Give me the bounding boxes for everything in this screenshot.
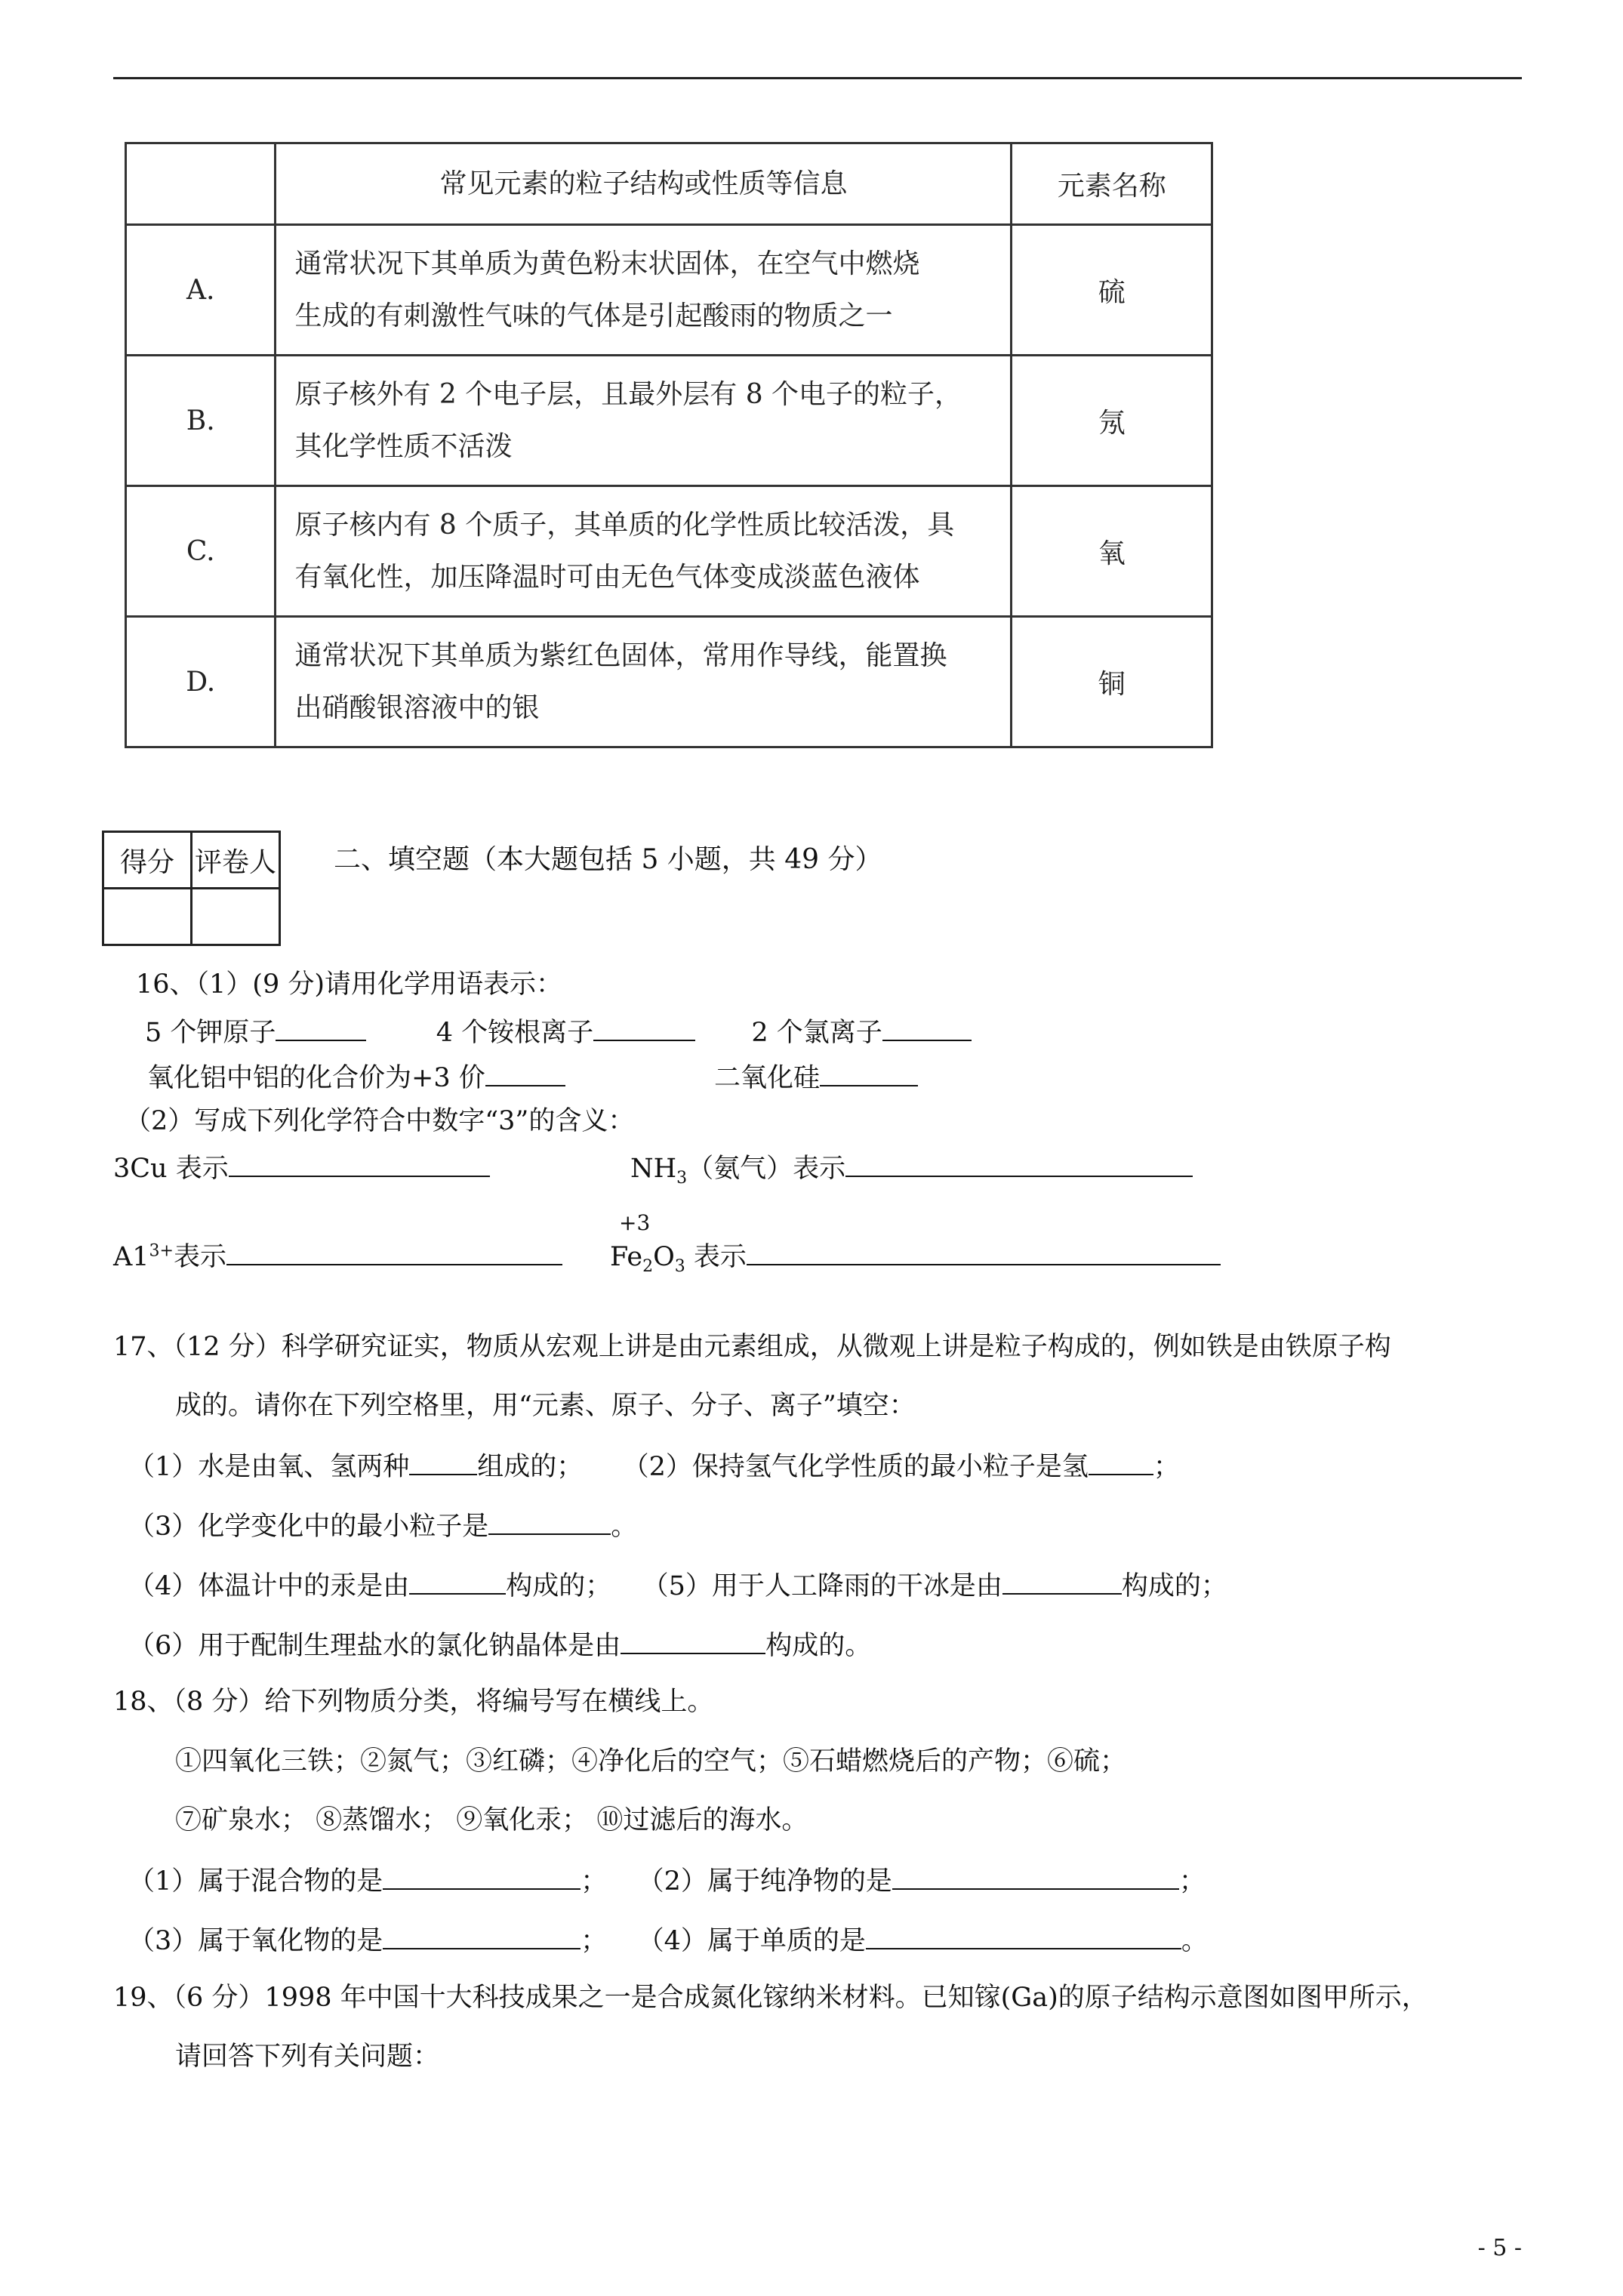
q17-s6-tail: 构成的。 (765, 1631, 872, 1661)
row-element-name: 氧 (1012, 486, 1212, 617)
grader-label: 评卷人 (192, 832, 280, 889)
q18-s4-blank[interactable] (866, 1922, 1181, 1949)
info-line: 通常状况下其单质为紫红色固体，常用作导线，能置换 (294, 640, 947, 671)
q16-i-formula: Fe (610, 1242, 643, 1272)
q16-h-blank[interactable] (226, 1238, 562, 1265)
q16-c-blank[interactable] (882, 1014, 972, 1041)
q18-s3-sep: ； (581, 1926, 608, 1956)
q18-s2-text: （2）属于纯净物的是 (637, 1866, 892, 1897)
q16-line-h (113, 1238, 562, 1274)
q16-line-d (147, 1059, 918, 1095)
score-table (102, 831, 281, 946)
info-line: 出硝酸银溶液中的银 (294, 692, 540, 723)
q17-line-s4 (128, 1567, 1227, 1603)
q17-s1-blank[interactable] (409, 1448, 477, 1475)
row-info (276, 486, 1012, 617)
q18-s3-text: （3）属于氧化物的是 (128, 1926, 383, 1956)
row-info (276, 356, 1012, 486)
header-cell-name: 元素名称 (1012, 143, 1212, 225)
q18-line-3: ⑦矿泉水； ⑧蒸馏水； ⑨氧化汞； ⑩过滤后的海水。 (175, 1805, 808, 1835)
row-label: C. (126, 486, 276, 617)
q18-s1-blank[interactable] (383, 1863, 581, 1890)
q17-line-1: 17、（12 分）科学研究证实，物质从宏观上讲是由元素组成，从微观上讲是粒子构成的，例如铁是由铁原子构 (113, 1332, 1391, 1362)
q17-s4-blank[interactable] (409, 1567, 506, 1595)
q17-s3-blank[interactable] (488, 1508, 611, 1535)
q18-s2-tail: ； (1178, 1866, 1206, 1897)
q17-s1-text: （1）水是由氧、氢两种 (128, 1452, 410, 1482)
q18-s2-blank[interactable] (892, 1863, 1179, 1890)
q17-s5-text: （5）用于人工降雨的干冰是由 (642, 1571, 1002, 1601)
q18-s1-text: （1）属于混合物的是 (128, 1866, 383, 1897)
table-row (126, 356, 1212, 486)
q18-line-s3 (128, 1922, 1208, 1958)
q18-s4-text: （4）属于单质的是 (637, 1926, 866, 1956)
q16-e-blank[interactable] (820, 1059, 918, 1086)
q17-s5-blank[interactable] (1002, 1567, 1122, 1595)
score-label: 得分 (103, 832, 192, 889)
info-line: 其化学性质不活泼 (294, 431, 513, 462)
q18-line-1: 18、（8 分）给下列物质分类，将编号写在横线上。 (113, 1687, 714, 1717)
q16-h-formula: A1 (113, 1242, 149, 1272)
q16-g-subscript: 3 (676, 1169, 688, 1188)
q17-s6-text: （6）用于配制生理盐水的氯化钠晶体是由 (128, 1631, 621, 1661)
q17-s2-text: （2）保持氢气化学性质的最小粒子是氢 (622, 1452, 1089, 1482)
q16-b-text: 4 个铵根离子 (436, 1018, 594, 1048)
q16-prompt: 16、（1）(9 分)请用化学用语表示： (136, 969, 563, 1000)
q16-h-superscript: 3+ (149, 1241, 174, 1261)
q17-s6-blank[interactable] (621, 1627, 765, 1654)
info-line: 原子核外有 2 个电子层，且最外层有 8 个电子的粒子， (294, 379, 962, 410)
info-line: 通常状况下其单质为黄色粉末状固体，在空气中燃烧 (294, 248, 920, 279)
row-element-name: 硫 (1012, 225, 1212, 356)
info-line: 生成的有刺激性气味的气体是引起酸雨的物质之一 (294, 300, 893, 331)
q16-d-text: 氧化铝中铝的化合价为+3 价 (147, 1063, 485, 1093)
q18-s4-tail: 。 (1181, 1926, 1208, 1956)
q16-i-subscript: 3 (674, 1257, 685, 1276)
row-label: A. (126, 225, 276, 356)
q18-s3-blank[interactable] (383, 1922, 581, 1949)
q16-i-text: 表示 (685, 1242, 747, 1272)
q16-h-text: 表示 (173, 1242, 226, 1272)
info-line: 原子核内有 8 个质子，其单质的化学性质比较活泼，具 (294, 510, 955, 541)
q18-line-s1 (128, 1863, 1206, 1898)
q17-line-s1 (128, 1448, 1180, 1484)
q17-line-s3 (128, 1508, 637, 1543)
header-cell-info: 常见元素的粒子结构或性质等信息 (276, 143, 1012, 225)
row-info (276, 617, 1012, 747)
q16-e-text: 二氧化硅 (714, 1063, 821, 1093)
score-box[interactable] (103, 889, 192, 945)
q16-line-a (145, 1014, 972, 1049)
page-number: - 5 - (1477, 2235, 1522, 2261)
q19-line-1: 19、（6 分）1998 年中国十大科技成果之一是合成氮化镓纳米材料。已知镓(Ga)的原子结构示意图如图甲所示， (113, 1983, 1428, 2013)
table-row (126, 225, 1212, 356)
row-element-name: 铜 (1012, 617, 1212, 747)
q16-i-subscript: 2 (642, 1257, 654, 1276)
q16-f-blank[interactable] (229, 1150, 490, 1177)
q16-i-blank[interactable] (747, 1238, 1221, 1265)
header-cell-empty (126, 143, 276, 225)
header-rule (113, 77, 1522, 79)
q16-a-text: 5 个钾原子 (145, 1018, 276, 1048)
q16-prompt-2: （2）写成下列化学符合中数字“3”的含义： (125, 1106, 635, 1136)
q17-line-2: 成的。请你在下列空格里，用“元素、原子、分子、离子”填空： (175, 1391, 916, 1421)
q16-f-text: 3Cu 表示 (113, 1154, 229, 1184)
q17-s3-text: （3）化学变化中的最小粒子是 (128, 1512, 489, 1542)
row-element-name: 氖 (1012, 356, 1212, 486)
element-info-table (125, 142, 1213, 748)
table-row (126, 617, 1212, 747)
q18-line-2: ①四氧化三铁；②氮气；③红磷；④净化后的空气；⑤石蜡燃烧后的产物；⑥硫； (175, 1746, 1127, 1777)
q16-g-blank[interactable] (845, 1150, 1193, 1177)
q17-s1-tail: 组成的； (477, 1452, 584, 1482)
q17-s3-tail: 。 (611, 1512, 638, 1542)
q16-b-blank[interactable] (593, 1014, 695, 1041)
grader-box[interactable] (192, 889, 280, 945)
q17-s2-blank[interactable] (1089, 1448, 1153, 1475)
q16-line-g (630, 1150, 1193, 1188)
info-line: 有氧化性，加压降温时可由无色气体变成淡蓝色液体 (294, 562, 920, 593)
q16-line-i (610, 1238, 1221, 1274)
q17-s5-tail: 构成的； (1121, 1571, 1227, 1601)
q16-line-f (113, 1150, 490, 1185)
section-title: 二、填空题（本大题包括 5 小题，共 49 分） (334, 844, 882, 875)
table-row (126, 486, 1212, 617)
q16-g-text: （氨气）表示 (687, 1154, 846, 1184)
q19-line-2: 请回答下列有关问题： (175, 2042, 440, 2072)
row-info (276, 225, 1012, 356)
q16-g-formula: NH (630, 1154, 677, 1184)
q16-a-blank[interactable] (276, 1014, 366, 1041)
q16-i-formula-o: O (653, 1242, 675, 1272)
q16-c-text: 2 个氯离子 (751, 1018, 882, 1048)
q17-s4-tail: 构成的； (506, 1571, 612, 1601)
q17-s4-text: （4）体温计中的汞是由 (128, 1571, 410, 1601)
q16-d-blank[interactable] (485, 1059, 565, 1086)
table-header-row (126, 143, 1212, 225)
q17-line-s6 (128, 1627, 871, 1663)
row-label: D. (126, 617, 276, 747)
q18-s1-sep: ； (581, 1866, 608, 1897)
row-label: B. (126, 356, 276, 486)
q16-i-valence: +3 (619, 1210, 651, 1235)
q17-s2-tail: ； (1153, 1452, 1180, 1482)
